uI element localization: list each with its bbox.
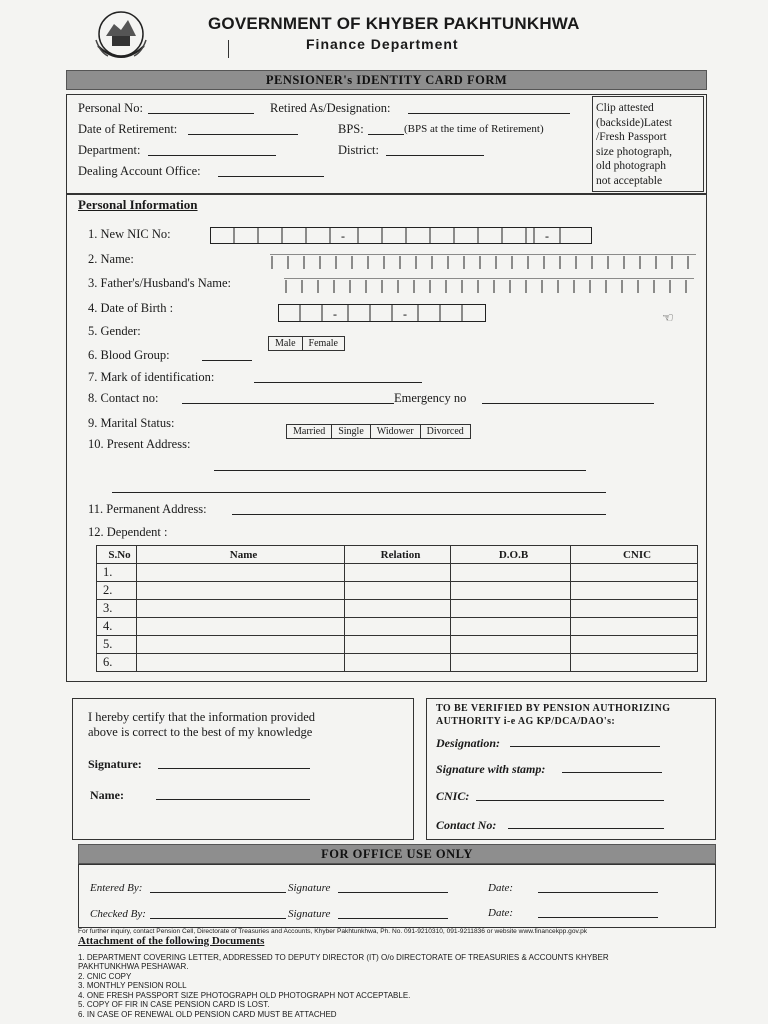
checked-by-field[interactable] bbox=[150, 918, 286, 919]
date-of-birth-label: 4. Date of Birth : bbox=[88, 301, 174, 315]
row-number: 6. bbox=[97, 654, 137, 672]
attachment-item: 4. ONE FRESH PASSPORT SIZE PHOTOGRAPH OLD PHOTOGRAPH NOT ACCEPTABLE. bbox=[78, 991, 411, 1000]
signature-with-stamp-label: Signature with stamp: bbox=[436, 762, 546, 776]
emergency-no-field[interactable] bbox=[482, 403, 654, 404]
office-use-banner: FOR OFFICE USE ONLY bbox=[78, 844, 716, 864]
photo-note-line: /Fresh Passport bbox=[596, 131, 667, 143]
verify-cnic-field[interactable] bbox=[476, 800, 664, 801]
checked-signature-field[interactable] bbox=[338, 918, 448, 919]
dependents-table bbox=[96, 545, 698, 672]
column-relation: Relation bbox=[345, 546, 451, 564]
certify-text-line-2: above is correct to the best of my knowledge bbox=[88, 725, 313, 739]
table-row[interactable] bbox=[97, 618, 698, 636]
mark-of-identification-label: 7. Mark of identification: bbox=[88, 370, 215, 384]
gender-label: 5. Gender: bbox=[88, 324, 141, 338]
gender-options[interactable] bbox=[268, 336, 345, 351]
pointing-hand-icon: ☜ bbox=[662, 310, 674, 325]
present-address-label: 10. Present Address: bbox=[88, 437, 191, 451]
date-of-retirement-field[interactable] bbox=[188, 134, 298, 135]
column-cnic: CNIC bbox=[571, 546, 698, 564]
form-title-banner: PENSIONER's IDENTITY CARD FORM bbox=[66, 70, 707, 90]
designation-field[interactable] bbox=[510, 746, 660, 747]
verify-contact-label: Contact No: bbox=[436, 818, 497, 832]
row-number: 1. bbox=[97, 564, 137, 582]
table-header-row bbox=[97, 546, 698, 564]
personal-information-heading: Personal Information bbox=[78, 197, 198, 212]
row-number: 3. bbox=[97, 600, 137, 618]
checked-date-field[interactable] bbox=[538, 917, 658, 918]
inquiry-note: For further inquiry, contact Pension Cell, Directorate of Treasuries and Accounts, Khyber Pakhtunkhwa, Ph. No. 091-9210310, 091-9211836 or website www.financekpp.gov.pk bbox=[78, 928, 588, 935]
department-label: Department: bbox=[78, 143, 141, 157]
photo-note-line: size photograph, bbox=[596, 145, 673, 158]
column-name: Name bbox=[137, 546, 345, 564]
verify-cnic-label: CNIC: bbox=[436, 789, 470, 803]
column-sno: S.No bbox=[97, 546, 137, 564]
photo-note-line: (backside)Latest bbox=[596, 116, 672, 129]
attachment-item: 1. DEPARTMENT COVERING LETTER, ADDRESSED TO DEPUTY DIRECTOR (IT) O/o DIRECTORATE OF TREASURIES & ACCOUNTS KHYBER bbox=[78, 953, 609, 962]
bps-label: BPS: bbox=[338, 122, 364, 136]
bps-field[interactable] bbox=[368, 134, 404, 135]
table-row[interactable] bbox=[97, 600, 698, 618]
name-label: 2. Name: bbox=[88, 252, 134, 266]
photo-instructions bbox=[596, 101, 696, 188]
marital-status-options[interactable] bbox=[286, 424, 471, 439]
certify-name-label: Name: bbox=[90, 788, 124, 802]
designation-label: Designation: bbox=[436, 736, 501, 750]
dealing-office-label: Dealing Account Office: bbox=[78, 164, 201, 178]
contact-no-label: 8. Contact no: bbox=[88, 391, 159, 405]
permanent-address-label: 11. Permanent Address: bbox=[88, 502, 207, 516]
certify-text-line-1: I hereby certify that the information provided bbox=[88, 710, 316, 724]
father-husband-name-label: 3. Father's/Husband's Name: bbox=[88, 276, 232, 290]
signature-with-stamp-field[interactable] bbox=[562, 772, 662, 773]
table-row[interactable] bbox=[97, 582, 698, 600]
retired-as-field[interactable] bbox=[408, 113, 570, 114]
certify-signature-label: Signature: bbox=[88, 757, 142, 771]
svg-text:-: - bbox=[403, 307, 407, 321]
svg-text:-: - bbox=[545, 229, 549, 243]
blood-group-field[interactable] bbox=[202, 360, 252, 361]
present-address-field[interactable] bbox=[214, 470, 586, 471]
svg-text:-: - bbox=[333, 307, 337, 321]
checked-signature-label: Signature bbox=[288, 908, 331, 920]
photo-note-line: not acceptable bbox=[596, 174, 663, 187]
marital-option-widower[interactable]: Widower bbox=[371, 425, 421, 438]
bps-note: (BPS at the time of Retirement) bbox=[404, 123, 544, 135]
photo-note-line: Clip attested bbox=[596, 102, 654, 114]
certify-name-field[interactable] bbox=[156, 799, 310, 800]
department-field[interactable] bbox=[148, 155, 276, 156]
nic-label: 1. New NIC No: bbox=[88, 227, 171, 241]
retired-as-label: Retired As/Designation: bbox=[270, 101, 391, 115]
row-number: 5. bbox=[97, 636, 137, 654]
attachment-item: 5. COPY OF FIR IN CASE PENSION CARD IS LOST. bbox=[78, 1000, 270, 1009]
personal-no-label: Personal No: bbox=[78, 101, 143, 115]
row-number: 2. bbox=[97, 582, 137, 600]
entered-signature-field[interactable] bbox=[338, 892, 448, 893]
father-name-input-cells[interactable] bbox=[284, 278, 694, 294]
checked-date-label: Date: bbox=[488, 907, 514, 919]
entered-by-label: Entered By: bbox=[90, 882, 143, 894]
present-address-field-2[interactable] bbox=[112, 492, 606, 493]
entered-by-field[interactable] bbox=[150, 892, 286, 893]
attachments-heading: Attachment of the following Documents bbox=[78, 935, 265, 947]
checked-by-label: Checked By: bbox=[90, 908, 146, 920]
certify-signature-field[interactable] bbox=[158, 768, 310, 769]
table-row[interactable] bbox=[97, 564, 698, 582]
marital-option-married[interactable]: Married bbox=[287, 425, 332, 438]
contact-no-field[interactable] bbox=[182, 403, 394, 404]
district-label: District: bbox=[338, 143, 379, 157]
table-row[interactable] bbox=[97, 654, 698, 672]
marital-option-single[interactable]: Single bbox=[332, 425, 371, 438]
department-subtitle: Finance Department bbox=[306, 36, 459, 52]
marital-status-label: 9. Marital Status: bbox=[88, 416, 175, 430]
attachment-item: 2. CNIC COPY bbox=[78, 972, 132, 981]
entered-date-label: Date: bbox=[488, 882, 514, 894]
name-input-cells[interactable] bbox=[270, 254, 696, 270]
entered-date-field[interactable] bbox=[538, 892, 658, 893]
kp-government-seal bbox=[88, 6, 154, 68]
row-number: 4. bbox=[97, 618, 137, 636]
government-title: GOVERNMENT OF KHYBER PAKHTUNKHWA bbox=[208, 14, 580, 33]
district-field[interactable] bbox=[386, 155, 484, 156]
dob-input-cells[interactable] bbox=[278, 304, 486, 322]
verification-heading-2: AUTHORITY i-e AG KP/DCA/DAO's: bbox=[436, 716, 616, 727]
emergency-no-label: Emergency no bbox=[394, 391, 467, 405]
svg-text:-: - bbox=[341, 229, 345, 243]
marital-option-divorced[interactable]: Divorced bbox=[426, 426, 464, 437]
mark-of-identification-field[interactable] bbox=[254, 382, 422, 383]
table-row[interactable] bbox=[97, 636, 698, 654]
personal-no-field[interactable] bbox=[148, 113, 254, 114]
gender-option-male[interactable]: Male bbox=[269, 337, 303, 350]
gender-option-female[interactable]: Female bbox=[308, 338, 338, 349]
permanent-address-field[interactable] bbox=[232, 514, 606, 515]
dependent-label: 12. Dependent : bbox=[88, 525, 168, 539]
entered-signature-label: Signature bbox=[288, 882, 331, 894]
nic-cell-dividers bbox=[210, 227, 592, 244]
verification-heading-1: TO BE VERIFIED BY PENSION AUTHORIZING bbox=[436, 703, 671, 714]
dealing-office-field[interactable] bbox=[218, 176, 324, 177]
verify-contact-field[interactable] bbox=[508, 828, 664, 829]
attachment-item: 6. IN CASE OF RENEWAL OLD PENSION CARD MUST BE ATTACHED bbox=[78, 1010, 337, 1019]
attachment-item: PAKHTUNKHWA PESHAWAR. bbox=[78, 962, 189, 971]
column-dob: D.O.B bbox=[451, 546, 571, 564]
blood-group-label: 6. Blood Group: bbox=[88, 348, 170, 362]
date-of-retirement-label: Date of Retirement: bbox=[78, 122, 178, 136]
header-divider bbox=[228, 40, 229, 58]
attachment-item: 3. MONTHLY PENSION ROLL bbox=[78, 981, 187, 990]
photo-note-line: old photograph bbox=[596, 160, 666, 172]
